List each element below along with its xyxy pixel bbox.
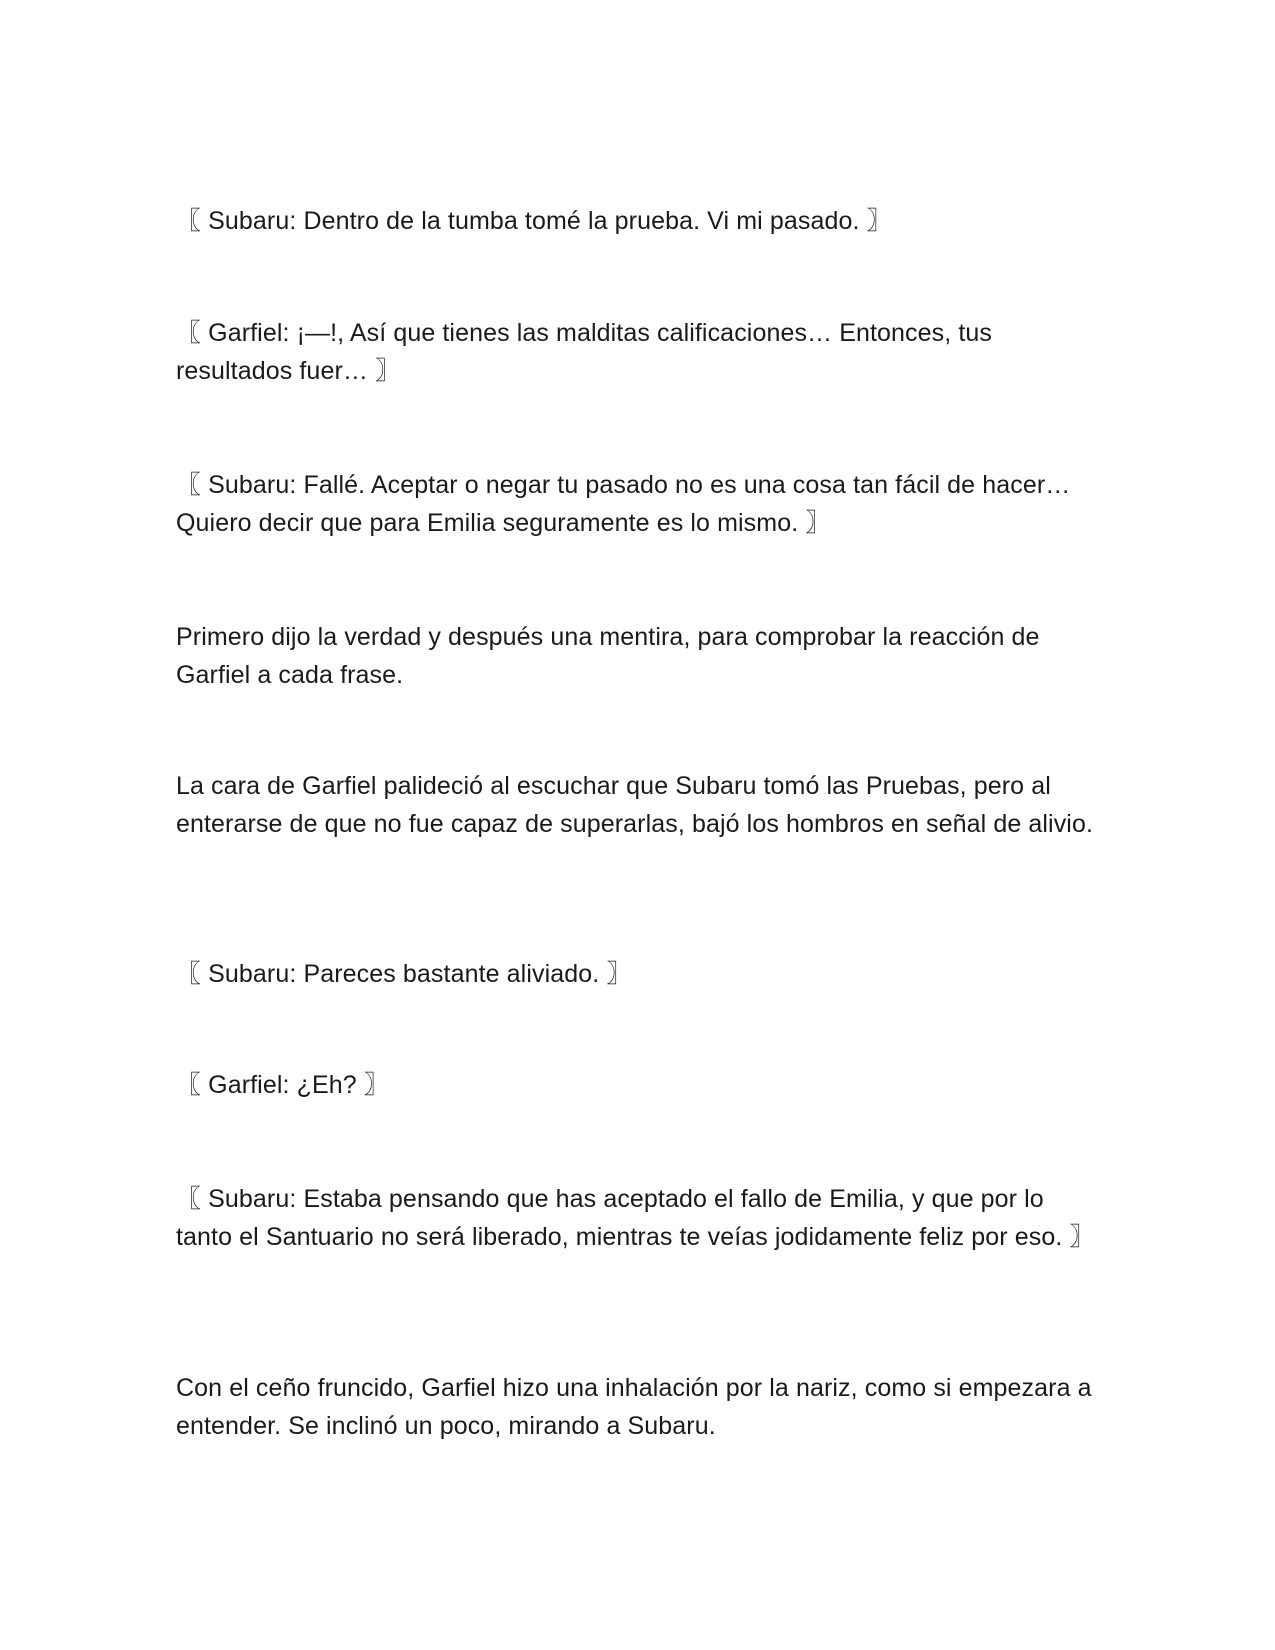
dialogue-garfiel-qualifications: 〖 Garfiel: ¡—!, Así que tienes las malditas calificaciones… Entonces, tus resultados fuer… 〗 xyxy=(176,319,992,385)
narration-garfiel-relief: La cara de Garfiel palideció al escuchar que Subaru tomó las Pruebas, pero al enterarse de que no fue capaz de superarlas, bajó los hombros en señal de alivio. xyxy=(176,772,1094,838)
dialogue-subaru-failed: 〖 Subaru: Fallé. Aceptar o negar tu pasado no es una cosa tan fácil de hacer… Quiero decir que para Emilia seguramente es lo mismo. 〗 xyxy=(176,471,1071,537)
narration-truth-and-lie: Primero dijo la verdad y después una mentira, para comprobar la reacción de Garfiel a cada frase. xyxy=(176,623,1040,689)
dialogue-subaru-tomb-test: 〖 Subaru: Dentro de la tumba tomé la prueba. Vi mi pasado. 〗 xyxy=(176,207,892,235)
narration-garfiel-frown: Con el ceño fruncido, Garfiel hizo una inhalación por la nariz, como si empezara a entender. Se inclinó un poco, mirando a Subaru. xyxy=(176,1374,1092,1440)
dialogue-subaru-sanctuary: 〖 Subaru: Estaba pensando que has aceptado el fallo de Emilia, y que por lo tanto el Santuario no será liberado, mientras te veías jodidamente feliz por eso. 〗 xyxy=(176,1185,1095,1251)
dialogue-garfiel-eh: 〖 Garfiel: ¿Eh? 〗 xyxy=(176,1071,389,1099)
dialogue-subaru-relieved: 〖 Subaru: Pareces bastante aliviado. 〗 xyxy=(176,960,632,988)
